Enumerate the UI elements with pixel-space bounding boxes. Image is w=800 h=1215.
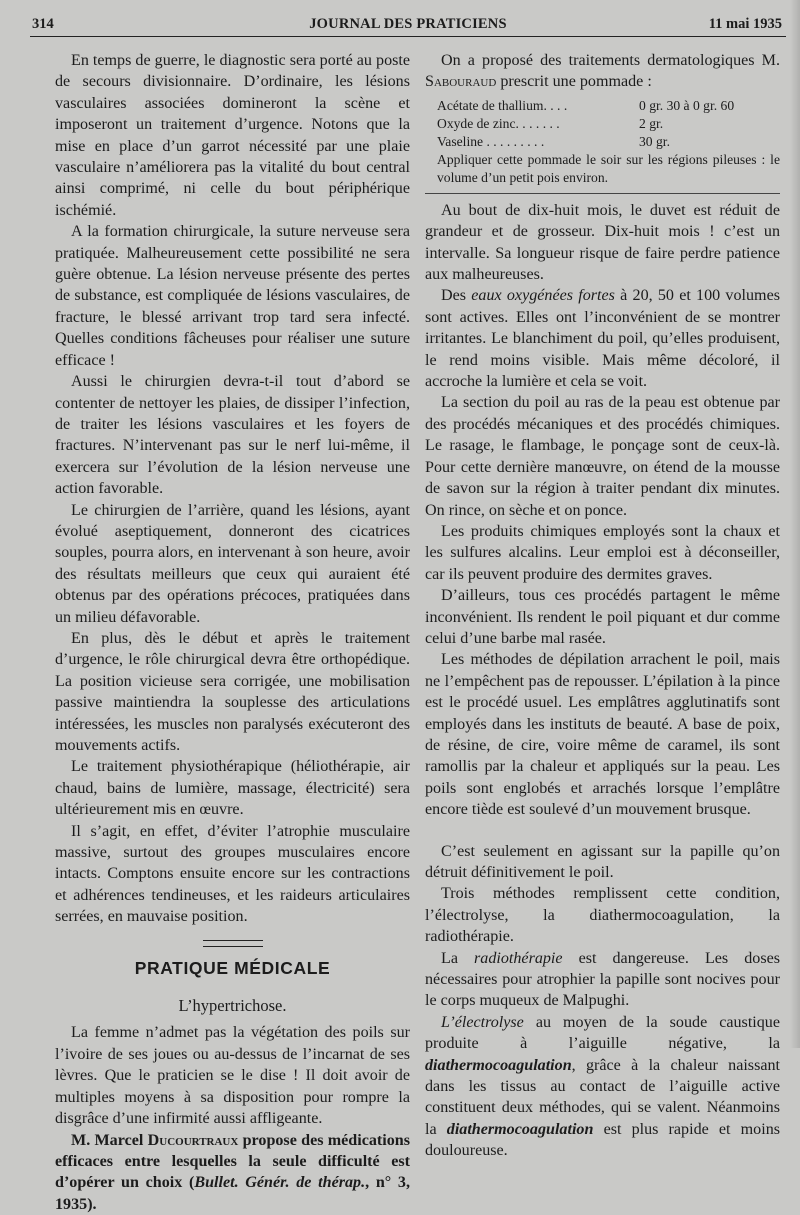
emphasis: eaux oxygénées fortes <box>471 287 615 304</box>
text-run: à 20, 50 et 100 volumes sont actives. Elles ont l’inconvénient de se montrer irritantes. Le blanchiment du poil, qu’elles produisent, le rend moins visible. Mais même décoloré, il accroche la lumière et cela se voit. <box>425 287 780 390</box>
page-number: 314 <box>32 16 54 33</box>
paragraph: Il s’agit, en effet, d’éviter l’atrophie musculaire massive, surtout des groupes musculaires encore intacts. Comptons ensuite encore sur les contractions et adhérences tendineuses, et les raideurs articulaires serrées, en mauvaise position. <box>55 821 410 928</box>
author-name: Sabouraud <box>425 73 496 90</box>
emphasis: L’électrolyse <box>441 1014 524 1031</box>
citation: Bullet. Génér. de thérap. <box>194 1174 365 1191</box>
author-name: Ducourtraux <box>148 1132 239 1149</box>
right-column <box>425 50 780 1162</box>
text-run: est plus rapide et moins douloureuse. <box>425 1121 780 1159</box>
ingredient: Vaseline . . . . . . . . . <box>437 133 639 151</box>
spacer <box>425 821 780 841</box>
prescription-line <box>437 133 780 151</box>
paragraph: A la formation chirurgicale, la suture nerveuse sera pratiquée. Malheureusement cette possibilité ne sera guère obtenue. La lésion nerveuse présente des pertes de substance, est compliquée de lésions vasculaires, de fracture, le blessé arrivant trop tard sera infecté. Quelles conditions fâcheuses pour réaliser une suture efficace ! <box>55 221 410 371</box>
paragraph <box>55 1130 410 1215</box>
paragraph: La section du poil au ras de la peau est obtenue par des procédés mécaniques et des procédés chimiques. Le rasage, le flambage, le ponçage sont de ceux-là. Pour cette dernière manœuvre, on étend de la mousse de savon sur la région à traiter pendant dix minutes. On rince, on sèche et on ponce. <box>425 392 780 520</box>
paragraph: Les produits chimiques employés sont la chaux et les sulfures alcalins. Leur emploi est à déconseiller, car ils peuvent produire des dermites graves. <box>425 521 780 585</box>
prescription <box>437 97 780 187</box>
page-edge-shadow <box>790 0 800 1048</box>
prescription-line <box>437 115 780 133</box>
paragraph: La femme n’admet pas la végétation des poils sur l’ivoire de ses joues ou au-dessus de l’incarnat de ses lèvres. Que le praticien se le dise ! Il doit avoir de multiples moyens à sa disposition pour rompre la disgrâce d’une infirmité aussi affligeante. <box>55 1022 410 1129</box>
quantity: 2 gr. <box>639 115 780 133</box>
text-run: prescrit une pommade : <box>496 73 652 90</box>
divider <box>425 193 780 194</box>
issue-date: 11 mai 1935 <box>709 16 782 33</box>
prescription-line <box>437 97 780 115</box>
paragraph <box>425 285 780 392</box>
journal-title: JOURNAL DES PRATICIENS <box>30 16 786 33</box>
article-title: L’hypertrichose. <box>55 995 410 1016</box>
ingredient: Acétate de thallium. . . . <box>437 97 639 115</box>
running-header <box>30 14 786 37</box>
paragraph: C’est seulement en agissant sur la papille qu’on détruit définitivement le poil. <box>425 841 780 884</box>
paragraph: En temps de guerre, le diagnostic sera porté au poste de secours divisionnaire. D’ordinaire, les lésions vasculaires associées domineront la scène et imposeront un traitement d’urgence. Notons que la mise en place d’un garrot nécessité par une plaie vasculaire n’améliorera pas la vitalité du bout central ainsi comprimé, ni celle du bout périphérique ischémié. <box>55 50 410 221</box>
text-run: , n° 3, 1935). <box>55 1174 410 1212</box>
paragraph: Le chirurgien de l’arrière, quand les lésions, ayant évolué aseptiquement, donneront des cicatrices souples, pourra alors, en intervenant à son heure, avoir des résultats meilleurs que ceux qui auraient été obtenus par des opérations précoces, pratiquées dans un milieu défavorable. <box>55 500 410 628</box>
paragraph <box>425 948 780 1012</box>
left-column <box>55 50 410 1215</box>
quantity: 30 gr. <box>639 133 780 151</box>
paragraph <box>425 1012 780 1162</box>
prescription-note: Appliquer cette pommade le soir sur les régions pileuses : le volume d’un petit pois environ. <box>437 151 780 187</box>
emphasis: diathermocoagulation <box>425 1057 572 1074</box>
quantity: 0 gr. 30 à 0 gr. 60 <box>639 97 780 115</box>
paragraph: En plus, dès le début et après le traitement d’urgence, le rôle chirurgical devra être orthopédique. La position vicieuse sera corrigée, une mobilisation passive maintiendra la souplesse des articulations intéressées, les muscles non paralysés exécuteront des mouvements actifs. <box>55 628 410 756</box>
paragraph: Les méthodes de dépilation arrachent le poil, mais ne l’empêchent pas de repousser. L’épilation à la pince est le procédé usuel. Les emplâtres agglutinatifs sont employés dans les instituts de beauté. A base de poix, de résine, de cire, voire même de caramel, ils sont ramollis par la chaleur et appliqués sur la peau. Les poils sont englobés et arrachés lorsque l’emplâtre encore tiède est soulevé d’un mouvement brusque. <box>425 649 780 820</box>
text-run: Des <box>441 287 471 304</box>
paragraph: Le traitement physiothérapique (héliothérapie, air chaud, bains de lumière, massage, électricité) sera ultérieurement mis en œuvre. <box>55 756 410 820</box>
ingredient: Oxyde de zinc. . . . . . . <box>437 115 639 133</box>
text-run: La <box>441 950 474 967</box>
section-title: PRATIQUE MÉDICALE <box>55 958 410 979</box>
emphasis: diathermocoagulation <box>447 1121 594 1138</box>
text-run: propose des médications efficaces entre lesquelles la seule difficulté est d’opérer un choix ( <box>55 1132 410 1192</box>
paragraph: Trois méthodes remplissent cette condition, l’électrolyse, la diathermocoagulation, la radiothérapie. <box>425 883 780 947</box>
text-run: M. Marcel <box>71 1132 148 1149</box>
paragraph: D’ailleurs, tous ces procédés partagent le même inconvénient. Ils rendent le poil piquant et dur comme celui d’une barbe mal rasée. <box>425 585 780 649</box>
text-run: On a proposé des traitements dermatologiques M. <box>441 52 780 69</box>
text-run: au moyen de la soude caustique produite à l’aiguille négative, la <box>425 1014 780 1052</box>
paragraph: Aussi le chirurgien devra-t-il tout d’abord se contenter de nettoyer les plaies, de dissiper l’infection, de traiter les lésions vasculaires et les foyers de fractures. N’intervenant pas sur le nerf lui-même, il exercera sur l’évolution de la lésion nerveuse une action favorable. <box>55 371 410 499</box>
emphasis: radiothérapie <box>474 950 563 967</box>
paragraph <box>425 50 780 93</box>
text-run: , grâce à la chaleur naissant dans les tissus au contact de l’aiguille active constituent deux méthodes, qui se valent. Néanmoins la <box>425 1057 780 1138</box>
paragraph: Au bout de dix-huit mois, le duvet est réduit de grandeur et de grosseur. Dix-huit mois ! c’est un intervalle. Sa longueur risque de faire perdre patience aux malheureuses. <box>425 200 780 286</box>
text-run: est dangereuse. Les doses nécessaires pour atrophier la papille sont nocives pour le corps muqueux de Malpughi. <box>425 950 780 1010</box>
section-divider <box>203 940 263 947</box>
